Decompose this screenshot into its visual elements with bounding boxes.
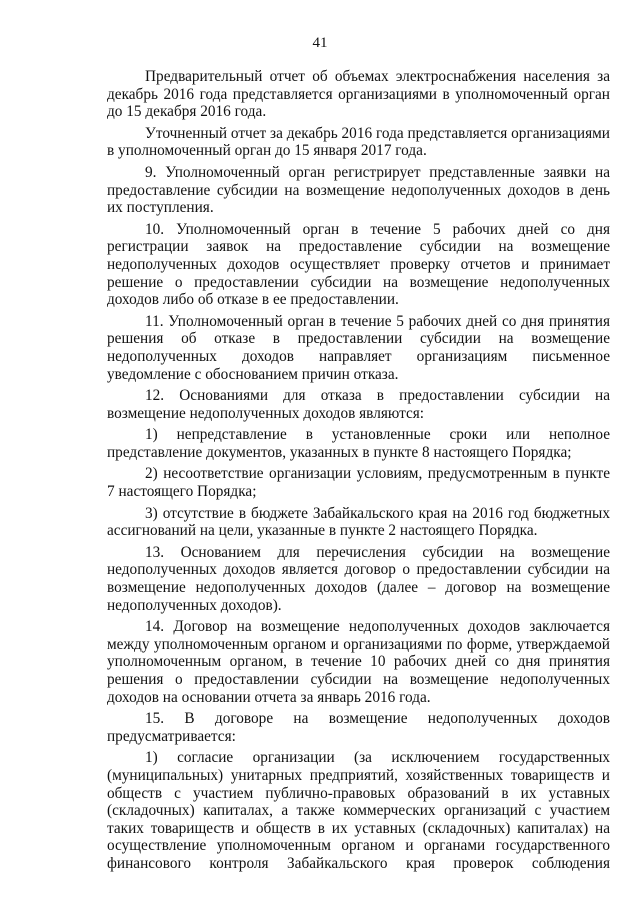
document-body [107,68,610,877]
paragraph-item-15-sub-1: 1) согласие организации (за исключением государственных (муниципальных) унитарных предприятий, хозяйственных товариществ и обществ с участием публично-правовых образований в их уставных (складочных) капиталах, а также коммерческих организаций с участием таких товариществ и обществ в их уставных (складочных) капиталах) на осуществление уполномоченным органом и органами государственного финансового контроля Забайкальского края проверок соблюдения [107,749,610,872]
paragraph-item-13: 13. Основанием для перечисления субсидии на возмещение недополученных доходов является договор о предоставлении субсидии на возмещение недополученных доходов (далее – договор на возмещение недополученных доходов). [107,543,610,614]
paragraph-final-report: Уточненный отчет за декабрь 2016 года представляется организациями в уполномоченный орган до 15 января 2017 года. [107,124,610,160]
paragraph-preliminary-report: Предварительный отчет об объемах электроснабжения населения за декабрь 2016 года представляется организациями в уполномоченный орган до 15 декабря 2016 года. [107,68,610,121]
paragraph-item-11: 11. Уполномоченный орган в течение 5 рабочих дней со дня принятия решения об отказе в предоставлении субсидии на возмещение недополученных доходов направляет организациям письменное уведомление с обоснованием причин отказа. [107,312,610,383]
paragraph-item-10: 10. Уполномоченный орган в течение 5 рабочих дней со дня регистрации заявок на предоставление субсидии на возмещение недополученных доходов осуществляет проверку отчетов и принимает решение о предоставлении субсидии на возмещение недополученных доходов либо об отказе в ее предоставлении. [107,220,610,309]
page-number: 41 [312,35,328,51]
paragraph-item-12-sub-3: 3) отсутствие в бюджете Забайкальского края на 2016 год бюджетных ассигнований на цели, указанные в пункте 2 настоящего Порядка. [107,504,610,540]
paragraph-item-12-sub-1: 1) непредставление в установленные сроки или неполное представление документов, указанных в пункте 8 настоящего Порядка; [107,426,610,461]
paragraph-item-14: 14. Договор на возмещение недополученных доходов заключается между уполномоченным органом и организациями по форме, утверждаемой уполномоченным органом, в течение 10 рабочих дней со дня принятия решения о предоставлении субсидии на возмещение недополученных доходов на основании отчета за январь 2016 года. [107,618,610,706]
paragraph-item-15: 15. В договоре на возмещение недополученных доходов предусматривается: [107,710,610,745]
paragraph-item-12: 12. Основаниями для отказа в предоставлении субсидии на возмещение недополученных доходов являются: [107,387,610,422]
paragraph-item-9: 9. Уполномоченный орган регистрирует представленные заявки на предоставление субсидии на возмещение недополученных доходов в день их поступления. [107,163,610,217]
paragraph-item-12-sub-2: 2) несоответствие организации условиям, предусмотренным в пункте 7 настоящего Порядка; [107,465,610,501]
